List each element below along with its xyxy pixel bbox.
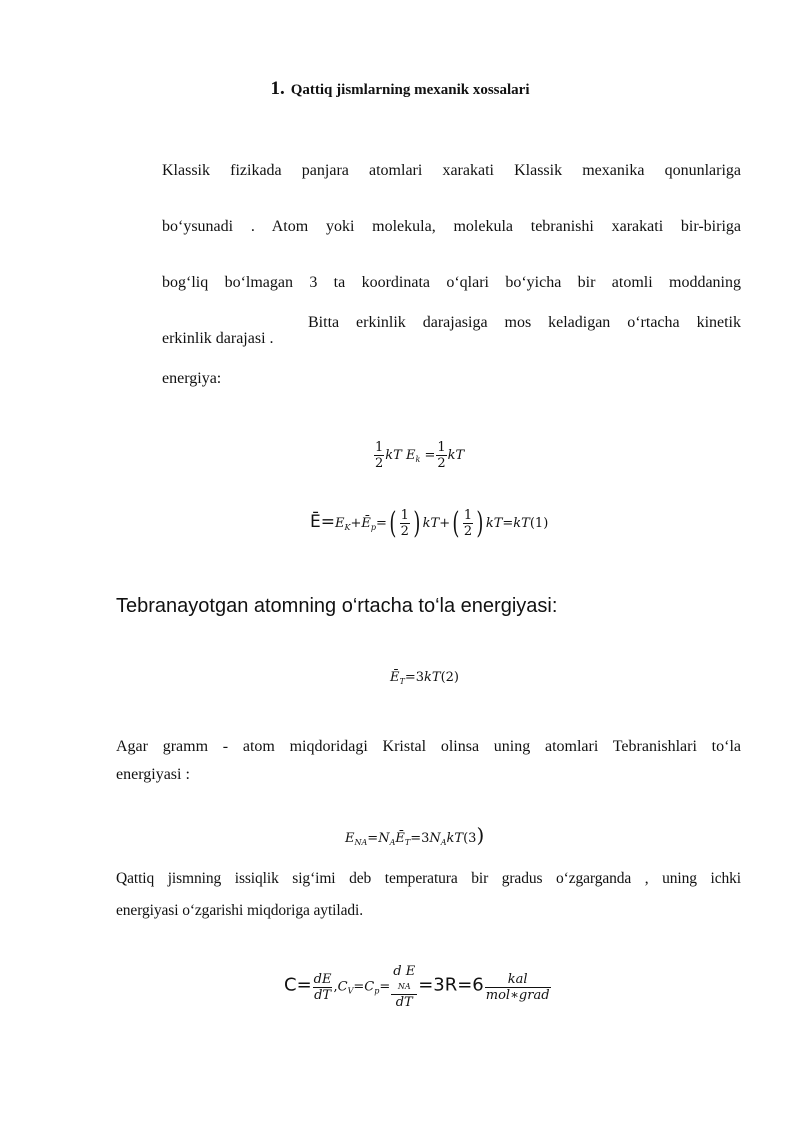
math-term: Ē <box>395 831 405 846</box>
math-term: Ē <box>390 670 400 685</box>
math-term: kT <box>446 831 464 846</box>
paragraph-line: bog‘liq bo‘lmagan 3 ta koordinata o‘qlari bo‘yicha bir atomli moddaning <box>162 274 741 291</box>
subscript: NA <box>354 838 368 847</box>
math-operator: , <box>333 979 338 995</box>
equation-gram-atom-energy <box>345 823 484 847</box>
math-term: =3R=6 <box>418 974 484 996</box>
paragraph-line: Qattiq jismning issiqlik sig‘imi deb temperatura bir gradus o‘zgarganda , uning ichki <box>116 870 741 887</box>
paragraph-line: Agar gramm - atom miqdoridagi Kristal olinsa uning atomlari Tebranishlari to‘la <box>116 738 741 755</box>
qattiq-paragraph <box>116 863 741 927</box>
paragraph-line: bo‘ysunadi . Atom yoki molekula, molekula tebranishi xarakati bir-biriga <box>162 218 741 235</box>
equation-heat-capacity <box>284 964 552 1010</box>
fraction: $\frac{dE}{dT}$ <box>313 971 332 1003</box>
math-operator: = <box>379 979 391 995</box>
math-term: Ē <box>361 516 371 531</box>
math-operator: = <box>367 831 379 846</box>
math-operator: + <box>439 516 451 531</box>
math-operator: =3 <box>404 670 425 685</box>
math-term: C <box>337 979 348 995</box>
math-term: E <box>335 516 345 531</box>
math-term: kT <box>424 670 441 685</box>
fraction: $\frac{1}{2}$ <box>375 440 384 471</box>
fraction: $\frac{1}{2}$ <box>437 440 446 471</box>
subsection-text: Tebranayotgan atomning o‘rtacha to‘la energiyasi: <box>116 595 558 617</box>
math-term: N <box>429 831 441 846</box>
math-operator: + <box>350 516 362 531</box>
math-term: E <box>405 448 416 463</box>
equation-oscillation-energy <box>390 670 459 686</box>
math-term: kT <box>385 448 402 463</box>
fraction: $\frac{1}{2}$ <box>400 508 409 539</box>
paragraph-line: energiyasi : <box>116 766 190 783</box>
math-term: kT <box>422 516 440 531</box>
math-term: N <box>378 831 390 846</box>
equation-number: 3 <box>468 831 477 846</box>
paragraph-line: energiya: <box>162 370 222 387</box>
math-term: kT <box>447 448 465 463</box>
section-heading <box>0 78 800 100</box>
equation-number-paren: ( <box>463 831 469 846</box>
fraction: $\frac{\text{kal}}{\text{mol∗grad}}$ <box>485 971 550 1003</box>
math-term: E <box>345 831 355 846</box>
math-operator: = <box>424 448 436 463</box>
agar-paragraph <box>116 733 741 789</box>
equation-total-energy: $Ē=E_K+Ē_p=$( $\frac{1}{2}$ ) kT+( $\frac{1}{2}$ ) kT=kT(1) <box>310 506 549 541</box>
math-term: C <box>364 979 375 995</box>
equation-kinetic-energy <box>373 440 464 471</box>
fraction: $\frac{1}{2}$ <box>463 508 473 539</box>
subscript: p <box>374 986 380 996</box>
math-term: kT <box>513 516 530 531</box>
subscript: k <box>415 455 421 464</box>
subscript: T <box>404 838 411 847</box>
section-title: Qattiq jismlarning mexanik xossalari <box>290 82 530 98</box>
intro-paragraph <box>162 160 741 400</box>
subscript: A <box>389 838 396 847</box>
fraction: d E NA dT <box>393 964 416 1010</box>
subscript: p <box>370 523 377 532</box>
math-operator: = <box>502 516 514 531</box>
equation-number: (2) <box>440 670 459 685</box>
math-operator: = <box>320 512 335 532</box>
math-operator: =3 <box>410 831 430 846</box>
equation-number: (1) <box>529 516 549 531</box>
math-term: Ē <box>310 512 321 532</box>
math-operator: = <box>376 516 387 531</box>
equation-number-paren: ) <box>476 823 485 847</box>
paragraph-line: Bitta erkinlik darajasiga mos keladigan o‘rtacha kinetik <box>308 314 741 331</box>
math-term: C= <box>284 974 312 996</box>
paragraph-line: Klassik fizikada panjara atomlari xarakati Klassik mexanika qonunlariga <box>162 162 741 179</box>
subscript: T <box>399 677 405 686</box>
subscript: K <box>344 523 351 532</box>
math-operator: = <box>353 979 365 995</box>
subscript: A <box>440 838 447 847</box>
section-number: 1. <box>270 78 285 99</box>
subscript: V <box>347 986 354 996</box>
paragraph-line: erkinlik darajasi . <box>162 330 274 347</box>
math-term: kT <box>485 516 503 531</box>
paragraph-line: energiyasi o‘zgarishi miqdoriga aytiladi. <box>116 902 363 919</box>
